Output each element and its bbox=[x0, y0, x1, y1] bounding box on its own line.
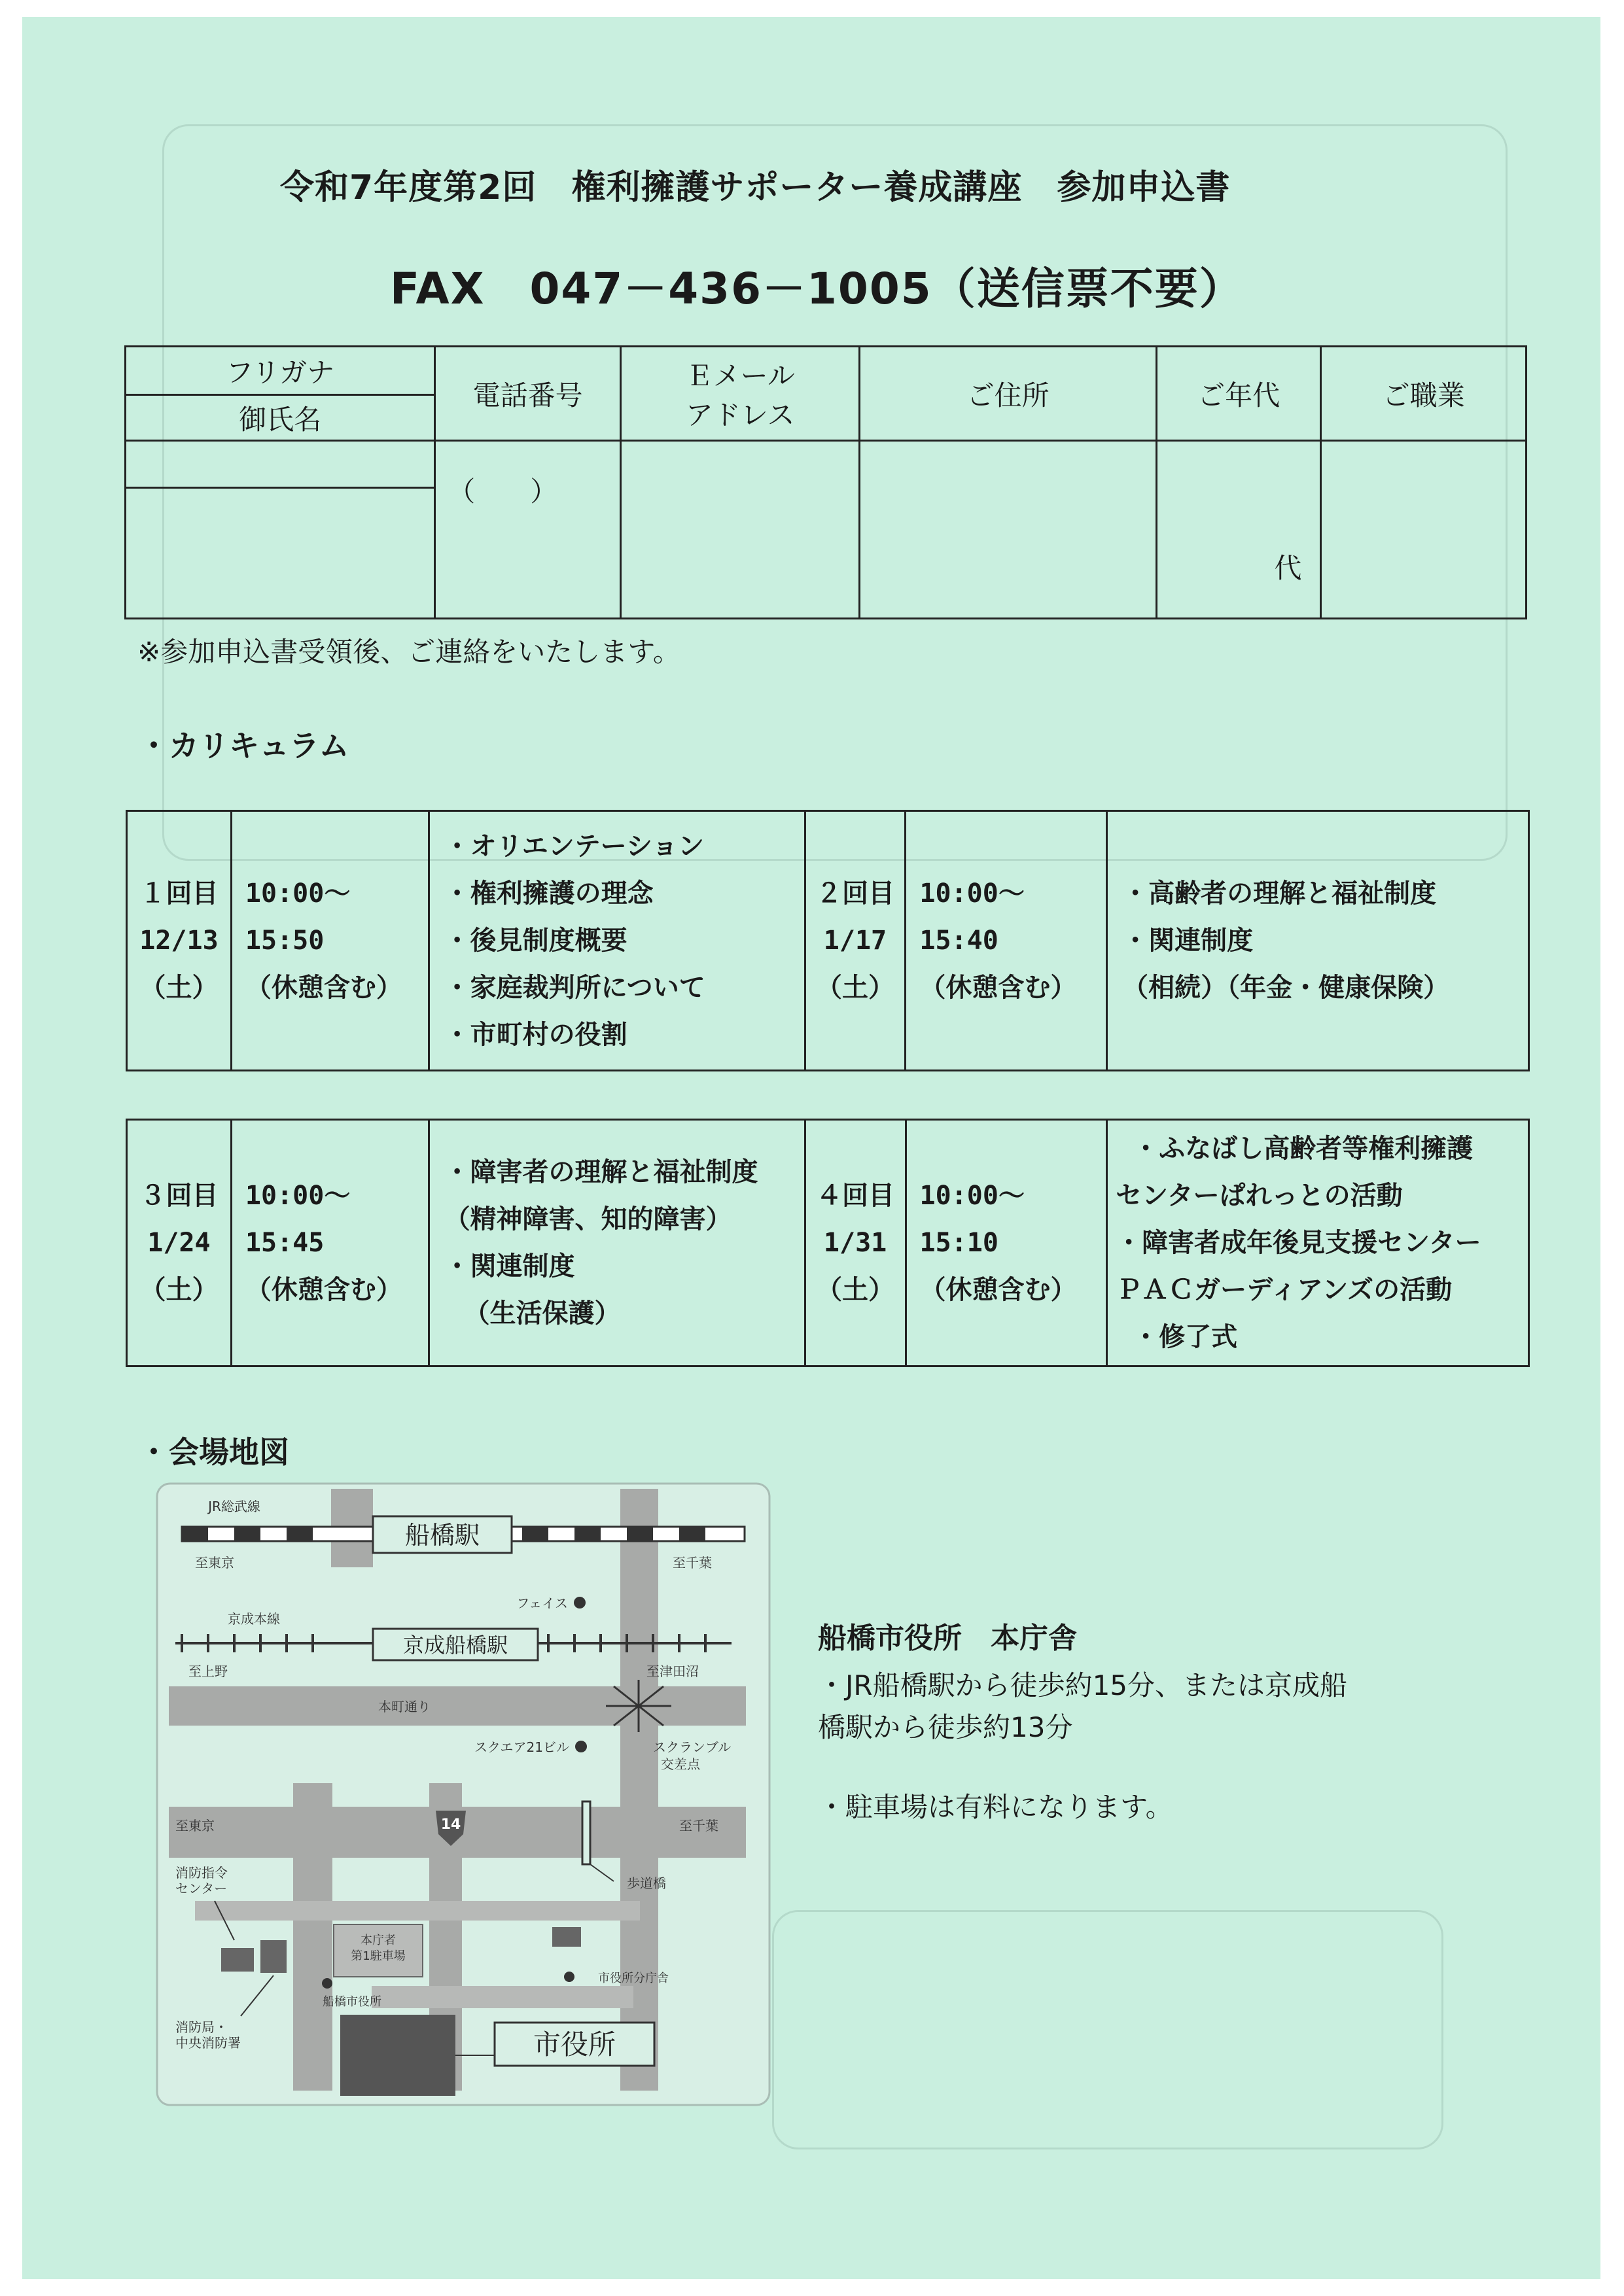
session-1-time-cell bbox=[231, 811, 429, 1071]
curriculum-table-2 bbox=[126, 1119, 1530, 1367]
session-1-number: １回目 bbox=[139, 878, 219, 909]
session-2-number: ２回目 bbox=[815, 878, 894, 909]
branch-office-label: 市役所分庁舎 bbox=[598, 1972, 669, 1985]
furigana-header: フリガナ bbox=[126, 347, 435, 395]
session-3-break-note: （休憩含む） bbox=[245, 1275, 402, 1305]
session-4-start: 10:00～ bbox=[919, 1181, 1025, 1211]
topic-item: ・オリエンテーション bbox=[444, 831, 705, 861]
session-2-day: （土） bbox=[815, 973, 894, 1003]
topic-item: ・家庭裁判所について bbox=[444, 973, 705, 1003]
topic-item: ・市町村の役割 bbox=[444, 1020, 627, 1050]
topic-item: （精神障害、知的障害） bbox=[444, 1204, 732, 1234]
fax-number: FAX 047－436－1005（送信票不要） bbox=[390, 264, 1244, 314]
session-2-date: 1/17 bbox=[823, 926, 887, 956]
to-tokyo-label-2: 至東京 bbox=[175, 1818, 215, 1834]
address-field[interactable] bbox=[860, 441, 1156, 619]
session-4-date: 1/31 bbox=[823, 1228, 887, 1258]
scramble-crossing-icon bbox=[606, 1680, 671, 1732]
session-1-topics bbox=[429, 811, 805, 1071]
curriculum-table-1 bbox=[126, 810, 1530, 1071]
to-tsudanuma-label: 至津田沼 bbox=[646, 1663, 699, 1679]
session-1-break-note: （休憩含む） bbox=[245, 973, 402, 1003]
session-3-date: 1/24 bbox=[147, 1228, 211, 1258]
session-3-start: 10:00～ bbox=[245, 1181, 351, 1211]
venue-access-line-1: ・JR船橋駅から徒歩約15分、または京成船 bbox=[818, 1669, 1348, 1701]
topic-item: ・障害者の理解と福祉制度 bbox=[444, 1157, 758, 1187]
session-1-date: 12/13 bbox=[139, 926, 219, 956]
name-header: 御氏名 bbox=[126, 395, 435, 441]
road-west bbox=[293, 1783, 332, 2091]
venue-access-line-2: 橋駅から徒歩約13分 bbox=[818, 1711, 1073, 1743]
fire-hq-building bbox=[260, 1940, 287, 1973]
session-2-topics bbox=[1107, 811, 1529, 1071]
venue-title: 船橋市役所 本庁舎 bbox=[818, 1622, 1077, 1655]
session-2-date-cell bbox=[805, 811, 906, 1071]
parking-label-2: 第1駐車場 bbox=[351, 1949, 406, 1963]
session-1-end: 15:50 bbox=[245, 926, 325, 956]
fire-command-label-1: 消防指令 bbox=[175, 1865, 228, 1881]
email-header-line1: Ｅメール bbox=[685, 359, 795, 392]
email-header bbox=[621, 347, 860, 441]
funabashi-station-label: 船橋駅 bbox=[404, 1521, 480, 1550]
session-4-date-cell bbox=[805, 1120, 906, 1366]
session-4-topics bbox=[1107, 1120, 1529, 1366]
session-3-number: ３回目 bbox=[139, 1181, 219, 1211]
topic-item: ・関連制度 bbox=[444, 1251, 575, 1281]
session-1-date-cell bbox=[127, 811, 232, 1071]
contact-note: ※参加申込書受領後、ご連絡をいたします。 bbox=[137, 636, 680, 668]
age-suffix: 代 bbox=[1274, 552, 1302, 584]
address-header: ご住所 bbox=[860, 347, 1156, 441]
road-branch bbox=[195, 1901, 640, 1921]
job-header: ご職業 bbox=[1321, 347, 1527, 441]
email-field[interactable] bbox=[621, 441, 860, 619]
parking-label-1: 本庁者 bbox=[361, 1934, 396, 1947]
session-4-time-cell bbox=[906, 1120, 1107, 1366]
form-title: 令和7年度第2回 権利擁護サポーター養成講座 参加申込書 bbox=[280, 168, 1231, 207]
topic-item: ・高齢者の理解と福祉制度 bbox=[1122, 878, 1437, 909]
venue-map bbox=[156, 1482, 771, 2106]
honcho-street-label: 本町通り bbox=[378, 1699, 431, 1714]
bleed-through-box bbox=[772, 1910, 1443, 2149]
session-2-time-cell bbox=[906, 811, 1107, 1071]
fire-command-building bbox=[221, 1948, 254, 1972]
session-4-day: （土） bbox=[816, 1275, 895, 1305]
topic-item: （生活保護） bbox=[463, 1298, 621, 1329]
pedestrian-bridge-label: 歩道橋 bbox=[627, 1875, 666, 1891]
session-4-number: ４回目 bbox=[816, 1181, 895, 1211]
map-heading: ・会場地図 bbox=[139, 1435, 289, 1470]
session-2-break-note: （休憩含む） bbox=[919, 973, 1077, 1003]
to-chiba-label-2: 至千葉 bbox=[679, 1818, 718, 1834]
jr-line-label: JR総武線 bbox=[208, 1499, 260, 1514]
topic-item: ＰＡＣガーディアンズの活動 bbox=[1116, 1275, 1453, 1305]
scramble-label-1: スクランブル bbox=[653, 1739, 732, 1755]
fire-hq-label-1: 消防局・ bbox=[175, 2019, 228, 2035]
to-ueno-label: 至上野 bbox=[188, 1663, 228, 1679]
fire-command-label-2: センター bbox=[175, 1881, 228, 1896]
keisei-line-label: 京成本線 bbox=[228, 1611, 280, 1627]
face-building-marker bbox=[574, 1597, 586, 1609]
square21-marker bbox=[575, 1741, 587, 1752]
email-header-line2: アドレス bbox=[685, 398, 795, 431]
session-3-end: 15:45 bbox=[245, 1228, 325, 1258]
scramble-label-2: 交差点 bbox=[661, 1756, 700, 1772]
topic-item: ・権利擁護の理念 bbox=[444, 878, 654, 909]
topic-item: ・後見制度概要 bbox=[444, 926, 627, 956]
topic-item: センターぱれっとの活動 bbox=[1116, 1181, 1403, 1211]
city-hall-label: 市役所 bbox=[533, 2028, 616, 2061]
phone-area-code-parens: （ ） bbox=[448, 476, 558, 508]
topic-item: （相続）（年金・健康保険） bbox=[1122, 973, 1450, 1003]
route-number: 14 bbox=[440, 1817, 461, 1833]
city-hall-building bbox=[340, 2015, 455, 2096]
application-form-table bbox=[124, 345, 1527, 619]
phone-field[interactable] bbox=[435, 441, 621, 619]
age-field[interactable] bbox=[1156, 441, 1321, 619]
session-4-end: 15:10 bbox=[919, 1228, 998, 1258]
phone-header: 電話番号 bbox=[435, 347, 621, 441]
map-frame bbox=[157, 1484, 769, 2105]
session-3-date-cell bbox=[127, 1120, 232, 1366]
city-hall-marker bbox=[322, 1978, 332, 1989]
face-building-label: フェイス bbox=[516, 1595, 568, 1611]
session-2-start: 10:00～ bbox=[919, 878, 1025, 909]
curriculum-heading: ・カリキュラム bbox=[139, 728, 349, 763]
topic-item: ・修了式 bbox=[1133, 1322, 1238, 1352]
session-1-day: （土） bbox=[139, 973, 219, 1003]
age-header: ご年代 bbox=[1156, 347, 1321, 441]
map-drawing bbox=[156, 1482, 771, 2106]
session-1-start: 10:00～ bbox=[245, 878, 351, 909]
session-3-day: （土） bbox=[139, 1275, 219, 1305]
session-3-time-cell bbox=[231, 1120, 429, 1366]
name-field[interactable] bbox=[126, 488, 435, 619]
pedestrian-bridge bbox=[582, 1801, 590, 1864]
venue-parking-note: ・駐車場は有料になります。 bbox=[818, 1791, 1173, 1823]
fire-hq-label-2: 中央消防署 bbox=[175, 2035, 241, 2051]
job-field[interactable] bbox=[1321, 441, 1527, 619]
square21-label: スクエア21ビル bbox=[474, 1739, 569, 1755]
branch-office-building bbox=[552, 1927, 581, 1947]
session-4-break-note: （休憩含む） bbox=[919, 1275, 1077, 1305]
topic-item: ・関連制度 bbox=[1122, 926, 1254, 956]
keisei-station-label: 京成船橋駅 bbox=[402, 1633, 508, 1658]
topic-item: ・ふなばし高齢者等権利擁護 bbox=[1133, 1134, 1474, 1164]
session-3-topics bbox=[429, 1120, 805, 1366]
furigana-field[interactable] bbox=[126, 441, 435, 488]
road-south bbox=[372, 1986, 633, 2008]
to-tokyo-label: 至東京 bbox=[195, 1555, 234, 1571]
branch-office-marker bbox=[564, 1972, 574, 1982]
session-2-end: 15:40 bbox=[919, 926, 998, 956]
city-hall-small-label: 船橋市役所 bbox=[323, 1995, 381, 2009]
to-chiba-label: 至千葉 bbox=[673, 1555, 712, 1571]
topic-item: ・障害者成年後見支援センター bbox=[1116, 1228, 1481, 1258]
